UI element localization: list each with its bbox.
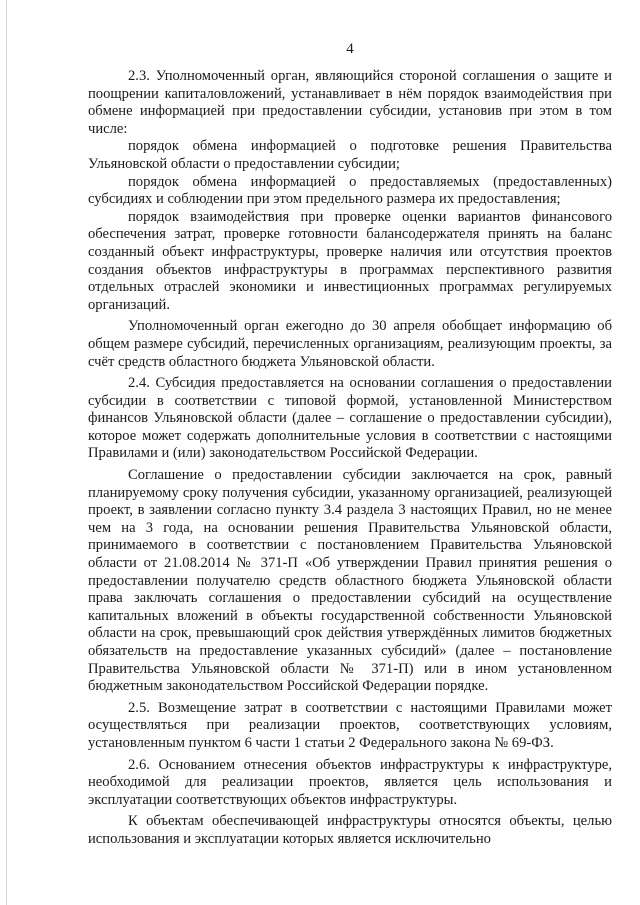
paragraph-2-6: 2.6. Основанием отнесения объектов инфраструктуры к инфраструктуре, необходимой для реализации проектов, является цель использования и эксплуатации соответствующих объектов инфраструктуры. (88, 756, 612, 808)
list-item-info-exchange-decision: порядок обмена информацией о подготовке решения Правительства Ульяновской области о предоставлении субсидии; (88, 138, 612, 172)
list-item-interaction-procedure: порядок взаимодействия при проверке оценки вариантов финансового обеспечения затрат, проверке готовности балансодержателя принять на баланс созданный объект инфраструктуры, проверке наличия или отсутствия проектов создания объектов инфраструктуры в программах перспективного развития отдельных отраслей экономики и инвестиционных программах регулируемых организаций. (88, 208, 612, 313)
scan-margin-line (6, 0, 7, 905)
list-item-info-exchange-subsidies: порядок обмена информацией о предоставляемых (предоставленных) субсидиях и соблюдении при этом предельного размера их предоставления; (88, 173, 612, 208)
paragraph-2-3: 2.3. Уполномоченный орган, являющийся стороной соглашения о защите и поощрении капиталовложений, устанавливает в нём порядок взаимодействия при обмене информацией при предоставлении субсидии, установив при этом в том числе: (88, 68, 612, 137)
paragraph-annual-summary: Уполномоченный орган ежегодно до 30 апреля обобщает информацию об общем размере субсидий, перечисленных организациям, реализующим проекты, за счёт средств областного бюджета Ульяновской области. (88, 318, 612, 370)
paragraph-2-4: 2.4. Субсидия предоставляется на основании соглашения о предоставлении субсидии в соответствии с типовой формой, установленной Министерством финансов Ульяновской области (далее – соглашение о предоставлении субсидии), которое может содержать дополнительные условия в соответствии с настоящими Правилами и (или) законодательством Российской Федерации. (88, 375, 612, 462)
paragraph-supporting-infrastructure: К объектам обеспечивающей инфраструктуры относятся объекты, целью использования и эксплуатации которых является исключительно (88, 813, 612, 847)
paragraph-agreement-term: Соглашение о предоставлении субсидии заключается на срок, равный планируемому сроку получения субсидии, указанному организацией, реализующей проект, в заявлении согласно пункту 3.4 раздела 3 настоящих Правил, но не менее чем на 3 года, на основании решения Правительства Ульяновской области, принимаемого в соответствии с постановлением Правительства Ульяновской области от 21.08.2014 № 371-П «Об утверждении Правил принятия решения о предоставлении получателю средств областного бюджета Ульяновской области права заключать соглашения о предоставлении субсидий на осуществление капитальных вложений в объекты государственной собственности Ульяновской области на срок, превышающий срок действия утверждённых лимитов бюджетных обязательств на предоставление указанных субсидий» (далее – постановление Правительства Ульяновской области № 371-П) или в ином установленном бюджетным законодательством Российской Федерации порядке. (88, 467, 612, 695)
document-page (88, 40, 612, 849)
paragraph-2-5: 2.5. Возмещение затрат в соответствии с настоящими Правилами может осуществляться при реализации проектов, соответствующих условиям, установленным пунктом 6 части 1 статьи 2 Федерального закона № 69-ФЗ. (88, 699, 612, 751)
page-number: 4 (346, 41, 354, 57)
